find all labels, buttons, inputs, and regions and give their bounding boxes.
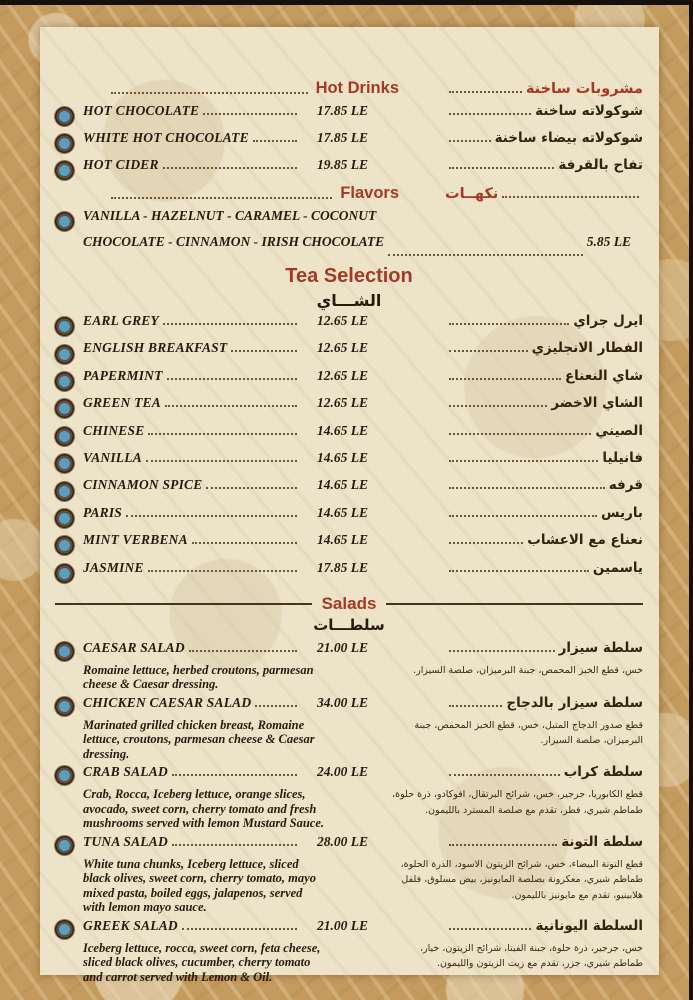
item-ar-zone xyxy=(445,450,643,466)
item-name-ar: شوكولاته بيضاء ساخنة xyxy=(494,130,643,146)
flavors-price: 5.85 LE xyxy=(586,234,631,249)
dotted-leader xyxy=(165,405,297,407)
section-header-ar xyxy=(445,81,643,97)
brand-seal-icon xyxy=(55,134,74,153)
item-price: 24.00 LE xyxy=(317,764,369,780)
item-description-row xyxy=(55,857,643,915)
item-name-en: EARL GREY xyxy=(83,313,159,328)
item-en-zone xyxy=(83,532,301,548)
dotted-leader xyxy=(449,405,547,407)
item-name-en: WHITE HOT CHOCOLATE xyxy=(83,130,249,145)
item-name-en: HOT CHOCOLATE xyxy=(83,103,200,118)
item-en-zone xyxy=(83,450,301,466)
section-title-ar: نكهــات xyxy=(445,186,499,202)
divider-line xyxy=(386,603,643,605)
item-description-row xyxy=(55,663,643,692)
dotted-leader xyxy=(449,140,491,142)
item-price: 12.65 LE xyxy=(317,367,369,383)
section-title-ar: مشروبات ساخنة xyxy=(525,81,643,97)
item-price: 12.65 LE xyxy=(317,340,369,356)
item-name-en: ENGLISH BREAKFAST xyxy=(83,340,228,356)
item-en-zone xyxy=(83,313,301,329)
item-name-ar: سلطة سيزار xyxy=(558,639,643,656)
menu-item-row xyxy=(55,834,643,857)
brand-seal-icon xyxy=(55,920,74,939)
menu-item-row xyxy=(55,103,643,130)
section-header-centered xyxy=(55,263,643,313)
item-description-ar: خس، جرجير، ذرة حلوة، جبنة الفيتا، شرائح الزيتون، خيار، طماطم شيري، جزر، تقدم مع زيت الزيتون والليمون. xyxy=(419,942,643,970)
item-ar-zone xyxy=(445,423,643,439)
item-en-zone xyxy=(83,640,301,656)
dotted-leader xyxy=(449,928,531,930)
item-ar-zone xyxy=(445,640,643,656)
item-ar-zone xyxy=(445,130,643,146)
dotted-leader xyxy=(449,515,597,517)
section-salads xyxy=(55,593,643,985)
salad-item xyxy=(55,918,643,985)
menu-item-row xyxy=(55,313,643,340)
dotted-leader xyxy=(111,92,308,94)
dotted-leader xyxy=(502,196,639,198)
item-description-row xyxy=(55,941,643,985)
section-title-ar: سلطـــات xyxy=(313,615,385,634)
menu-item-row xyxy=(55,423,643,450)
dotted-leader xyxy=(449,542,523,544)
item-en-zone xyxy=(83,395,301,411)
brand-seal-icon xyxy=(55,345,74,364)
item-name-ar: قرفه xyxy=(608,477,643,494)
section-header-divider xyxy=(55,593,643,637)
item-name-ar: ايرل جراي xyxy=(573,313,643,329)
item-name-en: GREEN TEA xyxy=(83,395,161,411)
brand-seal-icon xyxy=(55,766,74,785)
dotted-leader xyxy=(172,844,297,846)
section-title-en: Flavors xyxy=(340,184,399,202)
flavors-list-text: CHOCOLATE - CINNAMON - IRISH CHOCOLATE xyxy=(83,234,385,249)
brand-seal-icon xyxy=(55,427,74,446)
menu-item-row xyxy=(55,918,643,941)
divider-line xyxy=(55,603,312,605)
brand-seal-icon xyxy=(55,509,74,528)
brand-seal-icon xyxy=(55,536,74,555)
item-price: 21.00 LE xyxy=(317,639,369,655)
dotted-leader xyxy=(449,774,560,776)
section-header-en xyxy=(107,184,399,203)
brand-seal-icon xyxy=(55,454,74,473)
item-description-row xyxy=(55,787,643,831)
dotted-leader xyxy=(449,91,522,93)
item-name-ar: نعناع مع الاعشاب xyxy=(527,532,643,549)
item-name-ar: سلطة كراب xyxy=(563,764,643,781)
menu-item-row xyxy=(55,130,643,157)
item-en-zone xyxy=(83,130,301,146)
divider-row xyxy=(55,593,643,615)
brand-seal-icon xyxy=(55,317,74,336)
item-en-zone xyxy=(83,423,301,439)
salad-item xyxy=(55,695,643,762)
item-name-ar: الفطار الانجليزي xyxy=(531,340,643,357)
dotted-leader xyxy=(206,487,297,489)
item-en-zone xyxy=(83,764,301,780)
item-description-en: Iceberg lettuce, rocca, sweet corn, feta cheese, sliced black olives, cucumber, cherry tomato and carrot served with Lemon & Oil. xyxy=(83,940,321,984)
brand-seal-icon xyxy=(55,836,74,855)
menu-item-row xyxy=(55,640,643,663)
brand-seal-icon xyxy=(55,161,74,180)
item-ar-zone xyxy=(445,340,643,356)
item-description-en: Marinated grilled chicken breast, Romaine lettuce, croutons, parmesan cheese & Caesar dressing. xyxy=(83,717,315,761)
dotted-leader xyxy=(253,140,297,142)
menu-item-row xyxy=(55,532,643,559)
item-description-row xyxy=(55,718,643,762)
item-name-ar: تفاح بالقرفة xyxy=(558,157,643,173)
section-title-en: Hot Drinks xyxy=(315,79,399,97)
item-name-en: CINNAMON SPICE xyxy=(83,477,203,493)
brand-seal-icon xyxy=(55,564,74,583)
flavors-line-2 xyxy=(83,234,631,260)
item-ar-zone xyxy=(445,368,643,384)
menu-item-row xyxy=(55,450,643,477)
dotted-leader xyxy=(203,113,297,115)
item-name-en: HOT CIDER xyxy=(83,157,159,172)
menu-item-row xyxy=(55,695,643,718)
flavors-list-text: VANILLA - HAZELNUT - CARAMEL - COCONUT xyxy=(83,208,377,223)
item-ar-zone xyxy=(445,695,643,711)
menu-item-row xyxy=(55,477,643,504)
dotted-leader xyxy=(449,460,598,462)
section-flavors xyxy=(55,184,643,260)
section-header-row xyxy=(55,79,643,103)
item-name-en: CRAB SALAD xyxy=(83,764,168,780)
item-ar-zone xyxy=(445,477,643,493)
item-ar-zone xyxy=(445,157,643,173)
section-title-en: Tea Selection xyxy=(285,265,413,287)
flavors-line-1 xyxy=(55,208,643,234)
item-en-zone xyxy=(83,368,301,384)
item-ar-zone xyxy=(445,395,643,411)
item-name-ar: السلطة اليونانية xyxy=(535,917,643,934)
menu-item-row xyxy=(55,340,643,367)
dotted-leader xyxy=(449,650,555,652)
item-price: 14.65 LE xyxy=(317,504,369,520)
item-ar-zone xyxy=(445,532,643,548)
brand-seal-icon xyxy=(55,372,74,391)
item-description-en: White tuna chunks, Iceberg lettuce, sliced black olives, sweet corn, cherry tomato, mayo mixed pasta, boiled eggs, jalapenos, served with lemon mayo sauce. xyxy=(83,856,316,915)
menu-item-row xyxy=(55,764,643,787)
item-name-en: JASMINE xyxy=(83,559,144,575)
item-description-ar: قطع الكابوريا، جرجير، خس، شرائح البرتقال، افوكادو، ذرة حلوة، طماطم شيري، فطر، تقدم مع صلصة المسترد بالليمون. xyxy=(392,789,643,816)
dotted-leader xyxy=(449,113,531,115)
item-en-zone xyxy=(83,103,301,119)
dotted-leader xyxy=(182,928,297,930)
item-description-ar: قطع التونة البيضاء، خس، شرائح الزيتون الاسود، الذرة الحلوة، طماطم شيري، معكرونة بصلصة المايونيز، بيض مسلوق، فلفل هلابينيو، تقدم مع مايونيز بالليمون. xyxy=(400,858,643,901)
dotted-leader xyxy=(449,167,554,169)
item-name-ar: ياسمين xyxy=(592,559,643,576)
section-hot-drinks xyxy=(55,79,643,184)
menu-content xyxy=(55,79,643,984)
dotted-leader xyxy=(449,487,605,489)
item-description-ar: قطع صدور الدجاج المتبل، خس، قطع الخبز المحمص، جبنة البرميزان، صلصة السيزار. xyxy=(414,719,643,747)
section-header-en xyxy=(107,79,399,98)
item-description-ar: خس، قطع الخبز المحمص، جبنة البرميزان، صلصة السيزار. xyxy=(413,664,643,676)
item-price: 28.00 LE xyxy=(317,833,369,849)
item-name-en: TUNA SALAD xyxy=(83,833,168,849)
dotted-leader xyxy=(163,167,297,169)
dotted-leader xyxy=(231,350,297,352)
item-name-ar: فانيليا xyxy=(602,449,643,466)
menu-item-row xyxy=(55,560,643,587)
section-tea xyxy=(55,263,643,587)
item-name-ar: شاي النعناع xyxy=(564,367,643,384)
dotted-leader xyxy=(449,433,591,435)
item-name-en: CHINESE xyxy=(83,422,145,438)
item-description-en: Crab, Rocca, Iceberg lettuce, orange slices, avocado, sweet corn, cherry tomato and fresh mushrooms served with lemon Mustard Sauce. xyxy=(83,787,325,831)
item-name-en: MINT VERBENA xyxy=(83,532,188,548)
item-name-ar: الصيني xyxy=(595,422,643,439)
menu-item-row xyxy=(55,157,643,184)
item-en-zone xyxy=(83,477,301,493)
section-title-en: Salads xyxy=(321,593,377,613)
item-en-zone xyxy=(83,157,301,173)
item-en-zone xyxy=(83,918,301,934)
menu-item-row xyxy=(55,505,643,532)
dotted-leader xyxy=(146,460,297,462)
item-price: 19.85 LE xyxy=(317,157,369,172)
menu-item-row xyxy=(55,395,643,422)
dotted-leader xyxy=(126,515,297,517)
item-name-ar: باريس xyxy=(600,504,643,521)
dotted-leader xyxy=(148,570,297,572)
section-title-ar: الشـــاي xyxy=(316,291,382,310)
item-ar-zone xyxy=(445,918,643,934)
item-description-en: Romaine lettuce, herbed croutons, parmesan cheese & Caesar dressing. xyxy=(83,662,314,692)
item-en-zone xyxy=(83,505,301,521)
brand-seal-icon xyxy=(55,107,74,126)
salad-item xyxy=(55,834,643,915)
item-name-en: PAPERMINT xyxy=(83,367,163,383)
dotted-leader xyxy=(111,197,332,199)
dotted-leader xyxy=(449,570,589,572)
dotted-leader xyxy=(192,542,297,544)
item-ar-zone xyxy=(445,834,643,850)
brand-seal-icon xyxy=(55,642,74,661)
item-price: 17.85 LE xyxy=(317,130,369,145)
item-ar-zone xyxy=(445,505,643,521)
dotted-leader xyxy=(255,705,297,707)
item-price: 21.00 LE xyxy=(317,917,369,933)
dotted-leader xyxy=(148,433,297,435)
dotted-leader xyxy=(449,350,528,352)
dotted-leader xyxy=(449,844,557,846)
item-price: 12.65 LE xyxy=(317,313,369,328)
item-price: 14.65 LE xyxy=(317,422,369,438)
item-en-zone xyxy=(83,560,301,576)
item-en-zone xyxy=(83,695,301,711)
item-price: 17.85 LE xyxy=(317,103,369,118)
item-en-zone xyxy=(83,340,301,356)
salad-item xyxy=(55,640,643,692)
item-name-en: VANILLA xyxy=(83,449,142,465)
dotted-leader xyxy=(388,254,583,256)
section-header-ar xyxy=(445,186,643,202)
dotted-leader xyxy=(449,378,561,380)
item-ar-zone xyxy=(445,560,643,576)
item-name-en: PARIS xyxy=(83,504,123,520)
item-price: 14.65 LE xyxy=(317,477,369,493)
item-ar-zone xyxy=(445,764,643,780)
item-name-ar: سلطة التونة xyxy=(561,833,643,850)
dotted-leader xyxy=(167,378,297,380)
brand-seal-icon xyxy=(55,697,74,716)
item-name-en: GREEK SALAD xyxy=(83,917,178,933)
menu-item-row xyxy=(55,368,643,395)
item-price: 12.65 LE xyxy=(317,395,369,411)
brand-seal-icon xyxy=(55,212,74,231)
dotted-leader xyxy=(449,705,502,707)
item-price: 34.00 LE xyxy=(317,694,369,710)
brand-seal-icon xyxy=(55,482,74,501)
dotted-leader xyxy=(172,774,297,776)
item-name-ar: سلطة سيزار بالدجاج xyxy=(506,694,643,711)
brand-seal-icon xyxy=(55,399,74,418)
menu-panel xyxy=(40,27,659,984)
dotted-leader xyxy=(189,650,297,652)
salad-item xyxy=(55,764,643,831)
section-header-row xyxy=(55,184,643,208)
item-name-en: CAESAR SALAD xyxy=(83,639,185,655)
dotted-leader xyxy=(449,323,569,325)
item-name-ar: الشاي الاخضر xyxy=(551,395,643,412)
item-price: 14.65 LE xyxy=(317,449,369,465)
dotted-leader xyxy=(163,323,297,325)
item-ar-zone xyxy=(445,313,643,329)
item-price: 14.65 LE xyxy=(317,532,369,548)
item-price: 17.85 LE xyxy=(317,559,369,575)
item-en-zone xyxy=(83,834,301,850)
item-name-en: CHICKEN CAESAR SALAD xyxy=(83,694,252,710)
item-ar-zone xyxy=(445,103,643,119)
item-name-ar: شوكولاته ساخنة xyxy=(535,103,643,119)
